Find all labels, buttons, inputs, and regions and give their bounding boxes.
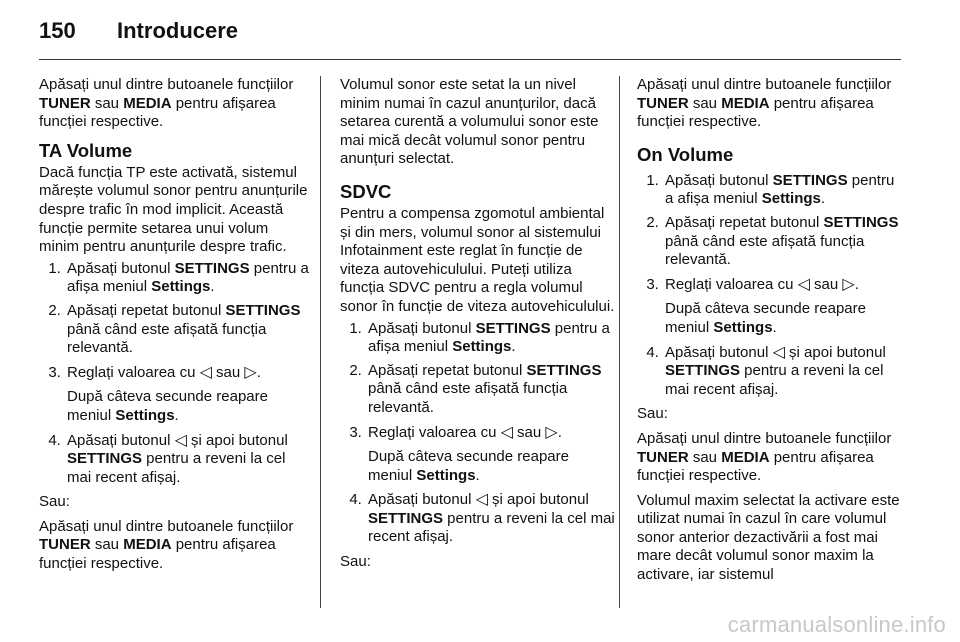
column-divider <box>320 76 321 608</box>
step-item: 4. Apăsați butonul ◁ și apoi butonul SETTINGS pentru a reveni la cel mai recent afișaj. <box>65 431 311 488</box>
max-volume-paragraph: Volumul maxim selectat la activare este utilizat numai în cazul în care volumul sonor anterior dezactivării a fost mai mare decât volumul sonor maxim la activare, iar sistemul <box>637 491 900 584</box>
intro-paragraph: Apăsați unul dintre butoanele funcțiilor TUNER sau MEDIA pentru afișarea funcției respective. <box>39 517 294 573</box>
step-subnote: După câteva secunde reapare meniul Settings. <box>67 388 268 424</box>
right-arrow-icon: ▷ <box>842 273 855 293</box>
section-heading-sdvc: SDVC <box>340 180 392 202</box>
page-number: 150 <box>39 18 76 43</box>
step-item: 2. Apăsați repetat butonul SETTINGS până când este afișată funcția relevantă. <box>663 214 905 270</box>
section-heading-ta-volume: TA Volume <box>39 139 133 161</box>
sdvc-paragraph: Pentru a compensa zgomotul ambiental și din mers, volumul sonor al sistemului Infotainment este reglat în funcție de viteza autovehiculului. Puteți utiliza funcția SDVC pentru a regla volumul sonor în funcție de viteza autovehiculului. <box>340 204 615 315</box>
step-item: 4. Apăsați butonul ◁ și apoi butonul SETTINGS pentru a reveni la cel mai recent afișaj. <box>663 343 905 400</box>
left-arrow-icon: ◁ <box>797 273 810 293</box>
steps-list <box>637 172 905 400</box>
page-header <box>0 0 960 62</box>
step-item: 3. Reglați valoarea cu ◁ sau ▷. După câteva secunde reapare meniul Settings. <box>65 363 311 426</box>
left-arrow-icon: ◁ <box>475 489 488 509</box>
step-item: 1. Apăsați butonul SETTINGS pentru a afișa meniul Settings. <box>663 172 905 209</box>
step-subnote: După câteva secunde reapare meniul Settings. <box>665 300 866 336</box>
step-item: 3. Reglați valoarea cu ◁ sau ▷. După câteva secunde reapare meniul Settings. <box>663 275 905 338</box>
right-arrow-icon: ▷ <box>545 421 558 441</box>
or-label: Sau: <box>39 493 70 511</box>
step-item: 2. Apăsați repetat butonul SETTINGS până când este afișată funcția relevantă. <box>366 362 616 418</box>
or-label: Sau: <box>340 553 371 571</box>
intro-paragraph: Apăsați unul dintre butoanele funcțiilor TUNER sau MEDIA pentru afișarea funcției respective. <box>637 429 892 485</box>
right-arrow-icon: ▷ <box>244 361 257 381</box>
column-divider <box>619 76 620 608</box>
step-item: 1. Apăsați butonul SETTINGS pentru a afișa meniul Settings. <box>65 260 311 297</box>
left-arrow-icon: ◁ <box>174 429 187 449</box>
left-arrow-icon: ◁ <box>199 361 212 381</box>
watermark: carmanualsonline.info <box>727 612 946 637</box>
step-subnote: După câteva secunde reapare meniul Settings. <box>368 448 569 484</box>
header-rule <box>39 59 901 60</box>
intro-paragraph: Apăsați unul dintre butoanele funcțiilor TUNER sau MEDIA pentru afișarea funcției respective. <box>39 76 294 131</box>
step-item: 3. Reglați valoarea cu ◁ sau ▷. După câteva secunde reapare meniul Settings. <box>366 423 616 486</box>
column-left <box>39 76 311 580</box>
or-label: Sau: <box>637 405 668 423</box>
steps-list <box>340 320 616 548</box>
step-item: 4. Apăsați butonul ◁ și apoi butonul SETTINGS pentru a reveni la cel mai recent afișaj. <box>366 490 616 547</box>
section-heading-on-volume: On Volume <box>637 143 734 165</box>
step-item: 1. Apăsați butonul SETTINGS pentru a afișa meniul Settings. <box>366 320 616 357</box>
intro-paragraph: Apăsați unul dintre butoanele funcțiilor TUNER sau MEDIA pentru afișarea funcției respective. <box>637 76 892 131</box>
left-arrow-icon: ◁ <box>772 341 785 361</box>
ta-volume-paragraph: Dacă funcția TP este activată, sistemul mărește volumul sonor pentru anunțurile despre trafic în mod implicit. Această funcție permite setarea unui volum minim pentru anunțurile despre trafic. <box>39 163 308 256</box>
step-item: 2. Apăsați repetat butonul SETTINGS până când este afișată funcția relevantă. <box>65 302 311 358</box>
left-arrow-icon: ◁ <box>500 421 513 441</box>
announcement-paragraph: Volumul sonor este setat la un nivel minim numai în cazul anunțurilor, dacă setarea curentă a volumului sonor este mai mică decât volumul sonor pentru anunțuri selectat. <box>340 76 599 168</box>
column-right <box>637 76 905 591</box>
column-middle <box>340 76 616 578</box>
page-title: Introducere <box>117 18 239 43</box>
steps-list <box>39 260 311 488</box>
